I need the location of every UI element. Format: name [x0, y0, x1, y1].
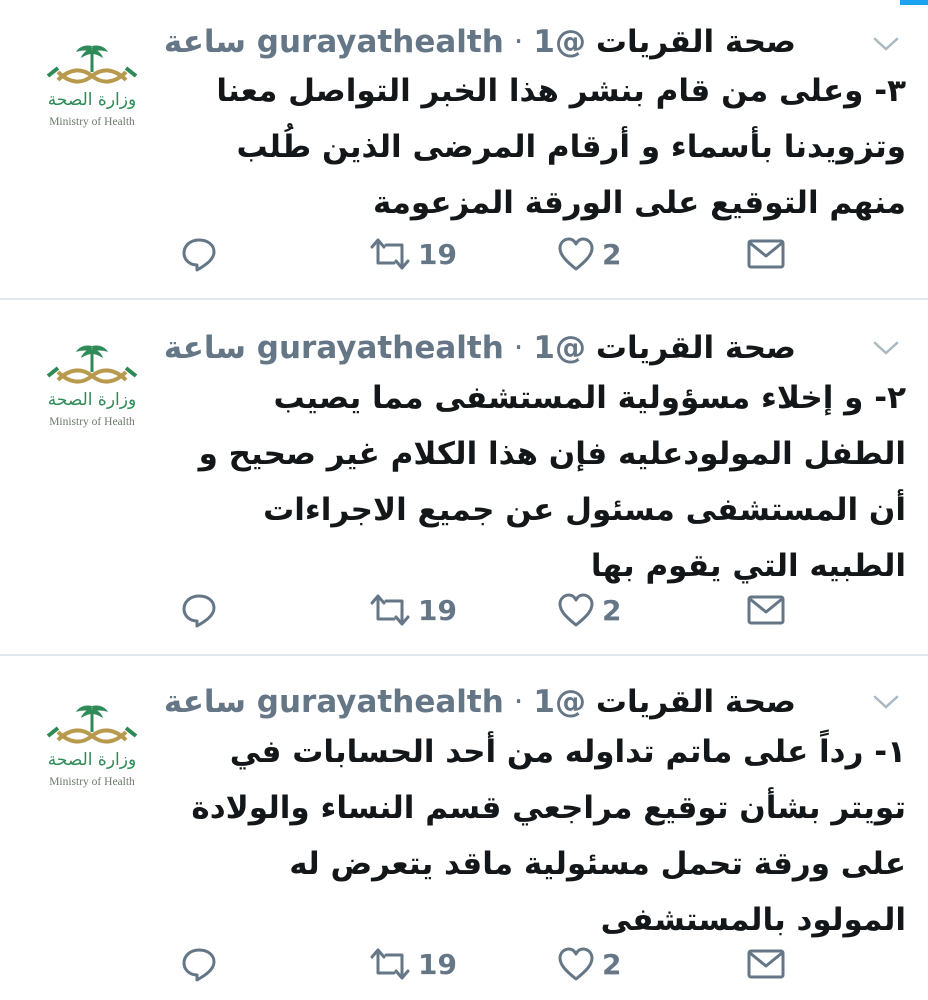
avatar[interactable] [36, 40, 148, 140]
like-count: 2 [602, 593, 622, 627]
reply-icon [180, 235, 218, 273]
chevron-down-icon [872, 692, 900, 712]
separator-dot: · [513, 684, 524, 720]
tweet-header [163, 326, 796, 370]
tweet-text: ٣- وعلى من قام بنشر هذا الخبر التواصل معنا وتزويدنا بأسماء و أرقام المرضى الذين طُلب منهم التوقيع على الورقة المزعومة [216, 73, 906, 221]
like-button[interactable] [556, 588, 621, 632]
reply-button[interactable] [180, 232, 218, 276]
avatar[interactable] [36, 700, 148, 800]
retweet-icon [368, 235, 412, 273]
chevron-down-icon [872, 338, 900, 358]
separator-dot: · [513, 24, 524, 60]
retweet-count: 19 [418, 593, 457, 627]
tweet-header [163, 20, 796, 64]
envelope-icon [746, 947, 786, 981]
direct-message-button[interactable] [746, 588, 786, 632]
tweet[interactable] [0, 300, 928, 656]
author-handle[interactable]: @gurayathealth [256, 330, 586, 366]
reply-button[interactable] [180, 588, 218, 632]
like-count: 2 [602, 237, 622, 271]
tweet-text: ٢- و إخلاء مسؤولية المستشفى مما يصيب الطفل المولودعليه فإن هذا الكلام غير صحيح و أن المستشفى مسئول عن جميع الاجراءات الطبيه التي يقوم بها [198, 380, 906, 584]
heart-icon [556, 591, 596, 629]
avatar[interactable] [36, 340, 148, 440]
tweet[interactable] [0, 656, 928, 1000]
author-handle[interactable]: @gurayathealth [256, 684, 586, 720]
reply-icon [180, 591, 218, 629]
tweet-header [163, 680, 796, 724]
chevron-down-icon [872, 34, 900, 54]
author-name[interactable]: صحة القريات [595, 684, 796, 720]
author-handle[interactable]: @gurayathealth [256, 24, 586, 60]
like-button[interactable] [556, 232, 621, 276]
author-name[interactable]: صحة القريات [595, 330, 796, 366]
logo-english-text: Ministry of Health [49, 116, 135, 128]
envelope-icon [746, 593, 786, 627]
heart-icon [556, 945, 596, 983]
tweet[interactable] [0, 0, 928, 300]
retweet-icon [368, 945, 412, 983]
timestamp[interactable]: 1 ساعة [163, 330, 555, 366]
logo-english-text: Ministry of Health [49, 776, 135, 788]
envelope-icon [746, 237, 786, 271]
like-button[interactable] [556, 942, 621, 986]
logo-english-text: Ministry of Health [49, 416, 135, 428]
ministry-of-health-logo-icon [36, 40, 148, 90]
tweet-actions [0, 942, 928, 986]
more-options-button[interactable] [872, 692, 900, 712]
retweet-button[interactable] [368, 588, 457, 632]
timestamp[interactable]: 1 ساعة [163, 24, 555, 60]
retweet-count: 19 [418, 947, 457, 981]
logo-arabic-text: وزارة الصحة [47, 390, 137, 410]
logo-arabic-text: وزارة الصحة [47, 90, 137, 110]
tweet-text: ١- رداً على ماتم تداوله من أحد الحسابات في تويتر بشأن توقيع مراجعي قسم النساء والولادة على ورقة تحمل مسئولية ماقد يتعرض له المولود بالمستشفى [191, 734, 906, 938]
direct-message-button[interactable] [746, 232, 786, 276]
more-options-button[interactable] [872, 338, 900, 358]
timestamp[interactable]: 1 ساعة [163, 684, 555, 720]
ministry-of-health-logo-icon [36, 340, 148, 390]
separator-dot: · [513, 330, 524, 366]
tweet-actions [0, 232, 928, 276]
retweet-button[interactable] [368, 232, 457, 276]
retweet-count: 19 [418, 237, 457, 271]
author-name[interactable]: صحة القريات [595, 24, 796, 60]
direct-message-button[interactable] [746, 942, 786, 986]
like-count: 2 [602, 947, 622, 981]
ministry-of-health-logo-icon [36, 700, 148, 750]
reply-button[interactable] [180, 942, 218, 986]
heart-icon [556, 235, 596, 273]
logo-arabic-text: وزارة الصحة [47, 750, 137, 770]
tweet-actions [0, 588, 928, 632]
retweet-icon [368, 591, 412, 629]
more-options-button[interactable] [872, 34, 900, 54]
reply-icon [180, 945, 218, 983]
retweet-button[interactable] [368, 942, 457, 986]
